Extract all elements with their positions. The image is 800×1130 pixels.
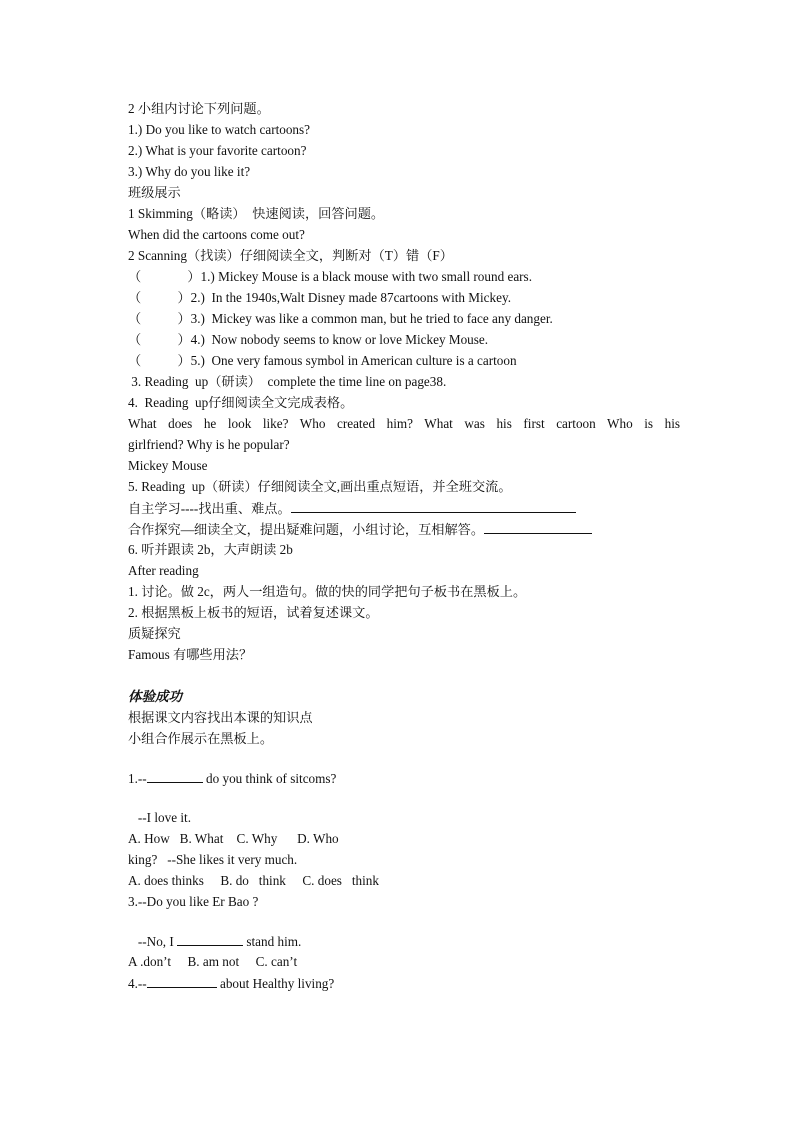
exercise-3-answer [128,932,301,951]
exercise-1-options: A. How B. What C. Why D. Who [128,831,339,846]
line-reading-up-4: 4. Reading up仔细阅读全文完成表格。 [128,395,354,410]
line-tf-1: （ ）1.) Mickey Mouse is a black mouse with two small round ears. [128,269,532,284]
exercise-3-options: A .don’t B. am not C. can’t [128,954,298,969]
exercise-4 [128,974,334,993]
line-group-show: 小组合作展示在黑板上。 [128,731,274,746]
line-reading-up-3: 3. Reading up（研读） complete the time line on page38. [128,374,447,389]
line-table-questions-cont: girlfriend? Why is he popular? [128,437,290,452]
line-find-points: 根据课文内容找出本课的知识点 [128,710,313,725]
exercise-2-text: king? --She likes it very much. [128,852,298,867]
line-reading-up-5: 5. Reading up（研读）仔细阅读全文,画出重点短语，并全班交流。 [128,479,512,494]
exercise-1-text: do you think of sitcoms? [202,771,337,786]
line-famous-usage: Famous 有哪些用法？ [128,647,253,662]
exercise-3: 3.--Do you like Er Bao ? [128,894,259,909]
line-discuss: 1. 讨论。做 2c，两人一组造句。做的快的同学把句子板书在黑板上。 [128,584,527,599]
line-question-2: 2.) What is your favorite cartoon? [128,143,307,158]
line-class-show: 班级展示 [128,185,181,200]
exercise-1-answer: --I love it. [128,810,191,825]
line-group-discussion-heading: 2 小组内讨论下列问题。 [128,101,270,116]
exercise-3-blank[interactable] [177,932,243,946]
line-question-1: 1.) Do you like to watch cartoons? [128,122,311,137]
exercise-2-options: A. does thinks B. do think C. does think [128,873,379,888]
line-table-questions: What does he look like? Who created him? What was his first cartoon Who is his [128,416,680,431]
line-self-study [128,499,576,518]
line-tf-2: （ ）2.) In the 1940s,Walt Disney made 87cartoons with Mickey. [128,290,512,305]
exercise-1-number: 1.-- [128,771,147,786]
line-after-reading: After reading [128,563,199,578]
line-tf-3: （ ）3.) Mickey was like a common man, but he tried to face any danger. [128,311,553,326]
line-mickey-mouse: Mickey Mouse [128,458,208,473]
line-question-explore: 质疑探究 [128,626,181,641]
line-skimming-question: When did the cartoons come out? [128,227,305,242]
exercise-4-text: about Healthy living? [216,976,335,991]
line-listen-read: 6. 听并跟读 2b，大声朗读 2b [128,542,293,557]
line-scanning: 2 Scanning（找读）仔细阅读全文，判断对（T）错（F） [128,248,453,263]
self-study-blank[interactable] [291,499,576,513]
exercise-1-blank[interactable] [147,769,203,783]
line-question-3: 3.) Why do you like it? [128,164,251,179]
exercise-4-blank[interactable] [147,974,217,988]
exercise-1 [128,769,336,788]
line-retell: 2. 根据黑板上板书的短语，试着复述课文。 [128,605,379,620]
exercise-3-answer-start: --No, I [128,934,178,949]
self-study-text: 自主学习----找出重、难点。 [128,501,291,516]
exercise-4-number: 4.-- [128,976,147,991]
line-tf-4: （ ）4.) Now nobody seems to know or love Mickey Mouse. [128,332,489,347]
line-tf-5: （ ）5.) One very famous symbol in American culture is a cartoon [128,353,517,368]
line-cooperative [128,520,592,539]
section-heading-success: 体验成功 [128,689,182,705]
cooperative-blank[interactable] [484,520,592,534]
cooperative-text: 合作探究—细读全文，提出疑难问题，小组讨论，互相解答。 [128,522,485,537]
exercise-3-answer-end: stand him. [243,934,302,949]
line-skimming: 1 Skimming（略读） 快速阅读，回答问题。 [128,206,385,221]
